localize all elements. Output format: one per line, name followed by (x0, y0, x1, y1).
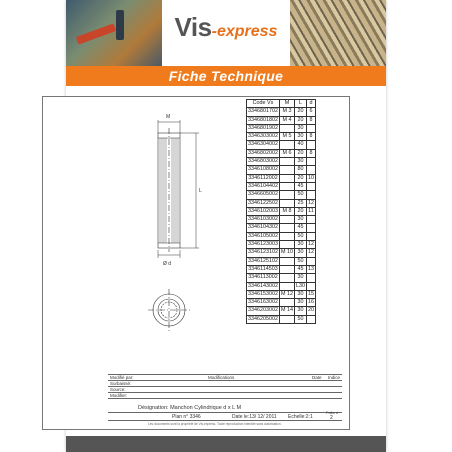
table-row (247, 282, 316, 290)
date-header: Date (312, 375, 322, 380)
cell-d (306, 191, 315, 199)
cell-d: 6 (306, 108, 315, 116)
cell-m: M 3 (279, 108, 294, 116)
table-row (247, 307, 316, 315)
table-row (247, 232, 316, 240)
table-row (247, 174, 316, 182)
cell-l: 50 (294, 257, 306, 265)
cell-l: 30 (294, 124, 306, 132)
cell-d (306, 282, 315, 290)
cell-d: 16 (307, 299, 314, 306)
cell-d: 15 (307, 290, 314, 297)
cell-l: 20 (294, 207, 306, 215)
rev-label-3: Source: (110, 387, 126, 392)
cell-m (279, 124, 294, 132)
cell-d: 8 (306, 149, 315, 157)
cell-m: M 5 (279, 133, 294, 141)
brand-main: Vis (174, 12, 212, 42)
cell-code: 3346123003 (248, 241, 278, 248)
cell-code: 3346105002 (248, 232, 278, 239)
brand-sub: -express (211, 23, 278, 40)
cell-code: 3346803002 (248, 158, 278, 165)
table-row (247, 265, 316, 273)
cell-code: 3346114503 (248, 265, 278, 272)
cell-m (279, 174, 294, 182)
table-row (247, 257, 316, 265)
cell-l: 30 (294, 133, 306, 141)
cell-code: 3346802002 (248, 149, 278, 156)
footer-bar (66, 436, 386, 452)
cell-m (279, 199, 294, 207)
header-l: L (294, 100, 306, 108)
table-row (247, 191, 316, 199)
cell-l: 45 (294, 224, 306, 232)
dim-d-label: Ø d (163, 261, 172, 267)
cell-d (306, 182, 315, 190)
table-row (247, 315, 316, 323)
indice-header: Indice (328, 375, 341, 380)
title-banner (66, 66, 386, 86)
cell-l: 20 (294, 174, 306, 182)
table-row (247, 133, 316, 141)
cell-m (279, 265, 294, 273)
table-row (247, 299, 316, 307)
cell-m: M 4 (279, 116, 294, 124)
cell-d: 11 (308, 207, 314, 214)
cell-d: 8 (306, 133, 315, 141)
cell-l: 20 (294, 108, 306, 116)
banner-title: Fiche Technique (168, 68, 284, 84)
cell-l: 40 (294, 141, 306, 149)
cell-code: 3346163002 (248, 299, 278, 306)
cell-code: 3346103002 (248, 216, 278, 223)
cell-code: 3346112002 (248, 174, 278, 181)
cell-code: 3346153002 (248, 290, 278, 297)
designation: Désignation: Manchon Cylindrique d x L M (138, 405, 242, 411)
cell-m (279, 216, 294, 224)
table-row (247, 199, 316, 207)
cell-code: 3346801802 (248, 116, 278, 123)
dim-l-label: L (199, 188, 202, 194)
cell-code: 3346203002 (248, 307, 278, 314)
cell-code: 3346122502 (248, 199, 278, 206)
folio-value: 2 (330, 415, 333, 421)
cell-code: 3346123102 (248, 249, 278, 256)
cell-d (306, 232, 315, 240)
cell-m (279, 224, 294, 232)
rev-label-4: Modifier: (110, 393, 128, 398)
cell-code: 3346605002 (248, 191, 278, 198)
cell-l: 20 (294, 149, 306, 157)
table-row (247, 141, 316, 149)
table-row (247, 241, 316, 249)
cell-m (279, 141, 294, 149)
cell-code: 3346102003 (248, 207, 278, 214)
header-photo-screws (290, 0, 386, 66)
cell-d: 12 (307, 241, 314, 248)
cell-l: 20 (294, 116, 306, 124)
rev-label-1: Modifié par: (110, 375, 134, 380)
cell-l: 30 (294, 299, 306, 307)
cell-code: 3346104402 (248, 182, 278, 189)
table-row (247, 166, 316, 174)
table-row (247, 274, 316, 282)
cell-l: 80 (294, 166, 306, 174)
cell-d (306, 158, 315, 166)
cell-d: 12 (307, 199, 314, 206)
cell-l: L30 (295, 282, 305, 289)
cell-m (279, 191, 294, 199)
scale: Echelle:2:1 (288, 414, 313, 420)
cell-l: 30 (294, 249, 306, 257)
dim-m-label: M (166, 114, 171, 120)
cell-m (279, 315, 294, 323)
cell-d: 12 (307, 249, 314, 256)
cell-code: 3346205002 (248, 315, 278, 322)
table-row (247, 249, 316, 257)
folio-label: Folio n (326, 410, 339, 415)
cell-d (306, 141, 315, 149)
cell-d (306, 224, 315, 232)
cell-l: 30 (294, 307, 306, 315)
cell-code: 3346143002 (248, 282, 278, 289)
cell-d (306, 216, 315, 224)
cell-d: 13 (307, 265, 314, 272)
header-d: d (306, 100, 315, 108)
legal-notice: Les documents sont la propriété de Vis-express. Toute reproduction interdite sans autorisation. (148, 422, 282, 426)
cell-d (306, 166, 315, 174)
cell-l: 45 (294, 265, 306, 273)
cell-l: 30 (294, 274, 306, 282)
product-code-table (246, 99, 316, 324)
cell-m: M 14 (280, 307, 293, 314)
table-header-row (247, 100, 316, 108)
plan-number: Plan n° 3346 (172, 414, 201, 420)
cell-code: 3346104302 (248, 224, 278, 231)
brand-logo (162, 12, 290, 43)
cell-d: 8 (306, 116, 315, 124)
table-row (247, 224, 316, 232)
rev-label-2: Surbaissé: (110, 381, 132, 386)
cell-l: 30 (294, 290, 306, 298)
cell-l: 30 (294, 241, 306, 249)
sleeve-end-view (148, 289, 190, 331)
table-row (247, 290, 316, 298)
header-photo-tools (66, 0, 162, 66)
cell-l: 25 (294, 199, 306, 207)
table-row (247, 149, 316, 157)
cell-d (306, 274, 315, 282)
cell-m (279, 282, 294, 290)
header-code: Code Vs (247, 100, 280, 108)
cell-code: 3346113002 (248, 274, 278, 281)
cell-d: 20 (307, 307, 314, 314)
title-block (108, 374, 342, 428)
cell-l: 50 (294, 232, 306, 240)
table-row (247, 207, 316, 215)
table-row (247, 124, 316, 132)
cell-m (279, 166, 294, 174)
cell-code: 3346303002 (248, 133, 278, 140)
cell-m: M 6 (279, 149, 294, 157)
cell-l: 50 (294, 315, 306, 323)
cell-m: M 12 (280, 290, 293, 297)
table-row (247, 182, 316, 190)
cell-m (279, 232, 294, 240)
cell-m: M 10 (280, 249, 293, 256)
cell-code: 3346304002 (248, 141, 278, 148)
header-m: M (279, 100, 294, 108)
sleeve-side-view (158, 128, 180, 252)
cell-l: 50 (294, 191, 306, 199)
cell-code: 3346108002 (248, 166, 278, 173)
cell-m (279, 241, 294, 249)
cell-d (306, 124, 315, 132)
cell-l: 30 (294, 158, 306, 166)
cell-code: 3346125102 (248, 257, 278, 264)
cell-code: 3346801902 (248, 124, 278, 131)
cell-code: 3346801702 (248, 108, 278, 115)
modifications-header: Modifications (208, 375, 235, 380)
plan-date: Date le:13/ 12/ 2011 (232, 414, 277, 420)
cell-m: M 8 (279, 207, 294, 215)
cell-l: 30 (294, 216, 306, 224)
technical-drawing (108, 100, 242, 340)
cell-d: 10 (307, 174, 314, 181)
cell-l: 45 (294, 182, 306, 190)
cell-m (279, 257, 294, 265)
cell-d (306, 315, 315, 323)
table-row (247, 216, 316, 224)
cell-m (279, 158, 294, 166)
table-row (247, 116, 316, 124)
cell-m (279, 299, 294, 307)
table-row (247, 158, 316, 166)
table-row (247, 108, 316, 116)
cell-m (279, 182, 294, 190)
cell-m (279, 274, 294, 282)
cell-d (306, 257, 315, 265)
